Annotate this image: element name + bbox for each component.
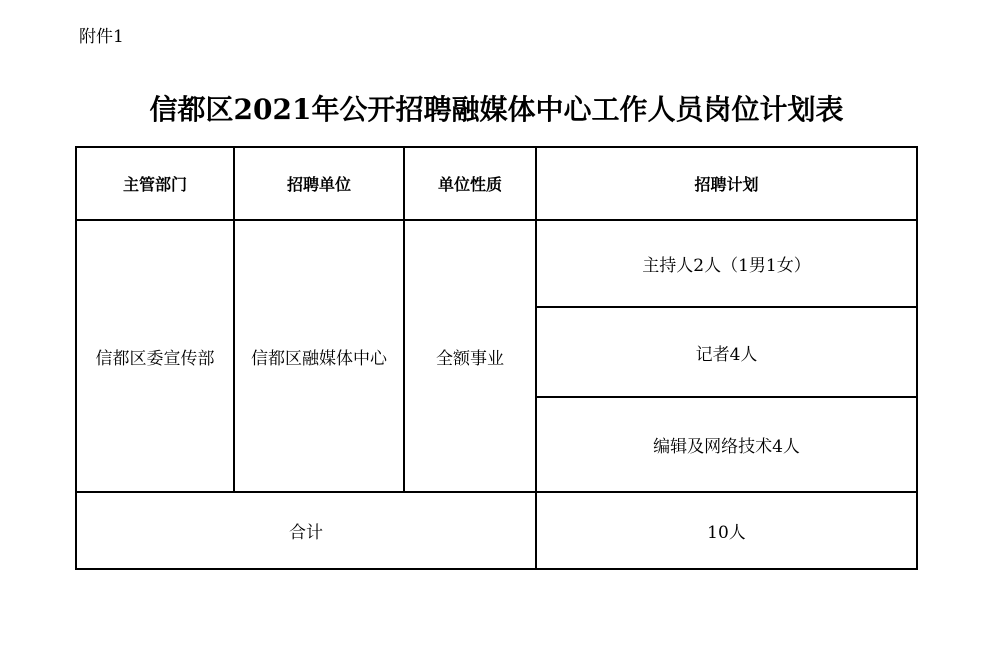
cell-total-label: 合计 xyxy=(76,492,536,569)
cell-nature: 全额事业 xyxy=(404,220,536,492)
cell-plan-reporter: 记者4人 xyxy=(536,307,917,397)
table-total-row xyxy=(76,492,917,569)
cell-plan-host: 主持人2人（1男1女） xyxy=(536,220,917,307)
header-nature: 单位性质 xyxy=(404,147,536,220)
header-plan: 招聘计划 xyxy=(536,147,917,220)
table-header-row xyxy=(76,147,917,220)
cell-department: 信都区委宣传部 xyxy=(76,220,234,492)
cell-unit: 信都区融媒体中心 xyxy=(234,220,404,492)
header-department: 主管部门 xyxy=(76,147,234,220)
attachment-label: 附件1 xyxy=(79,27,124,47)
table-row xyxy=(76,220,917,307)
cell-plan-editor: 编辑及网络技术4人 xyxy=(536,397,917,492)
header-unit: 招聘单位 xyxy=(234,147,404,220)
cell-total-value: 10人 xyxy=(536,492,917,569)
page-title: 信都区2021年公开招聘融媒体中心工作人员岗位计划表 xyxy=(149,93,844,126)
recruitment-plan-table xyxy=(75,146,918,570)
